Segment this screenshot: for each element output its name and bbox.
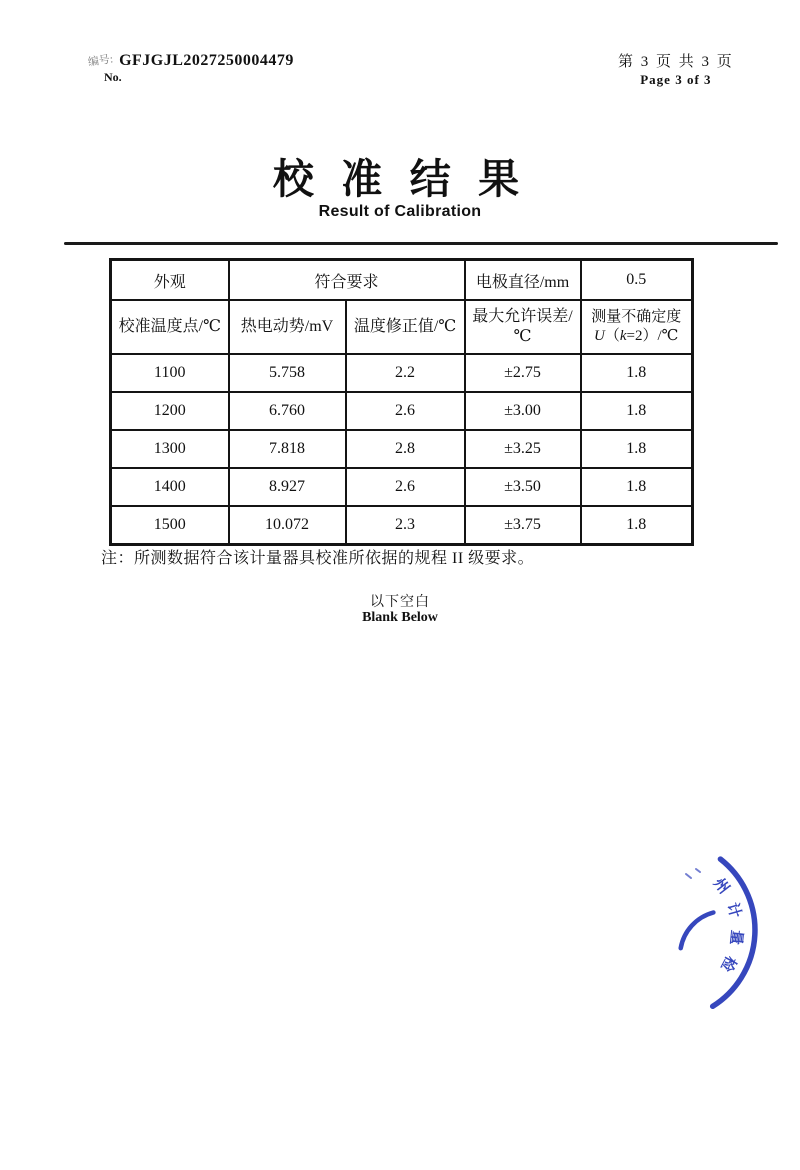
certificate-number-label-en: No.: [104, 69, 122, 84]
note-text: 注：所测数据符合该计量器具校准所依据的规程 II 级要求。: [101, 550, 535, 567]
table-cell: 1100: [111, 354, 229, 392]
table-cell: 1500: [111, 506, 229, 545]
stamp-seal: [630, 838, 800, 1013]
appearance-label-cell: 外观: [111, 260, 229, 301]
header-divider: [64, 242, 778, 245]
uncertainty-tail: =2）/℃: [626, 328, 679, 344]
table-row: [111, 468, 693, 506]
table-cell: 1.8: [581, 430, 693, 468]
table-cell: 7.818: [229, 430, 346, 468]
table-cell: 1200: [111, 392, 229, 430]
stamp-char: 州: [709, 874, 733, 898]
page-subtitle: Result of Calibration: [318, 203, 482, 220]
uncertainty-u-symbol: U: [594, 328, 605, 344]
page-info-cn: 第 3 页 共 3 页: [618, 54, 734, 70]
table-row: [111, 430, 693, 468]
table-cell: 1.8: [581, 506, 693, 545]
table-cell: 1.8: [581, 468, 693, 506]
table-cell: ±2.75: [465, 354, 581, 392]
header-cell-uncertainty: [581, 300, 693, 354]
certificate-number-block: [88, 52, 294, 84]
stamp-inner-arc: [681, 913, 714, 949]
stamp-ink-speck: [686, 869, 700, 878]
header-cell-temperature: 校准温度点/℃: [111, 300, 229, 354]
table-cell: 1400: [111, 468, 229, 506]
certificate-number: GFJGJL2027250004479: [119, 52, 294, 69]
table-cell: 1.8: [581, 354, 693, 392]
table-cell: ±3.25: [465, 430, 581, 468]
table-row: [111, 392, 693, 430]
stamp-char: 量: [726, 929, 746, 946]
table-cell: 5.758: [229, 354, 346, 392]
table-row: [111, 506, 693, 545]
table-cell: 2.3: [346, 506, 465, 545]
uncertainty-line1: 测量不确定度: [591, 309, 682, 326]
blank-below-en: Blank Below: [362, 610, 438, 625]
stamp-char: 检: [717, 952, 740, 975]
table-cell: 1300: [111, 430, 229, 468]
stamp-char: 计: [723, 900, 744, 920]
uncertainty-open-paren: （: [604, 328, 620, 344]
table-cell: 2.6: [346, 392, 465, 430]
table-cell: 2.8: [346, 430, 465, 468]
table-cell: ±3.50: [465, 468, 581, 506]
header-cell-correction: 温度修正值/℃: [346, 300, 465, 354]
table-cell: ±3.00: [465, 392, 581, 430]
table-cell: 1.8: [581, 392, 693, 430]
table-cell: 2.2: [346, 354, 465, 392]
appearance-value-cell: 符合要求: [229, 260, 465, 301]
table-row: [111, 260, 693, 301]
header-cell-emf: 热电动势/mV: [229, 300, 346, 354]
header-cell-max-error: 最大允许误差/℃: [465, 300, 581, 354]
page-title: 校 准 结 果: [272, 156, 528, 202]
diameter-label-cell: 电极直径/mm: [465, 260, 581, 301]
blank-below-cn: 以下空白: [370, 595, 430, 610]
table-header-row: [111, 300, 693, 354]
certificate-number-label-cn: 编号:: [87, 53, 114, 69]
table-row: [111, 354, 693, 392]
page-info-block: [618, 54, 734, 88]
uncertainty-k-symbol: k: [619, 328, 627, 344]
table-cell: 2.6: [346, 468, 465, 506]
table-cell: ±3.75: [465, 506, 581, 545]
table-cell: 8.927: [229, 468, 346, 506]
table-cell: 10.072: [229, 506, 346, 545]
diameter-value-cell: 0.5: [581, 260, 693, 301]
results-table: [109, 258, 694, 546]
table-cell: 6.760: [229, 392, 346, 430]
page-info-en: Page 3 of 3: [640, 72, 712, 88]
